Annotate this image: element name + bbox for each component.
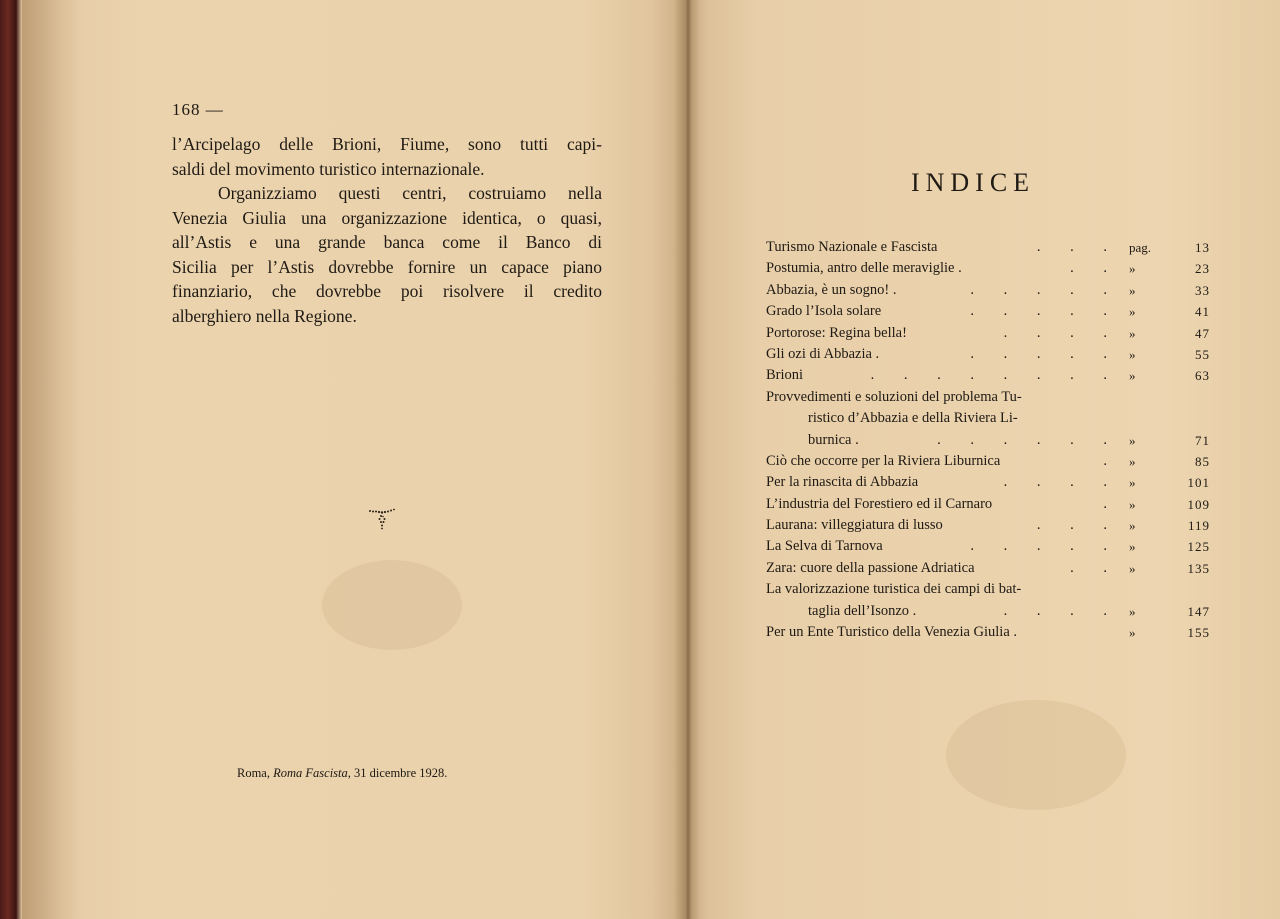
- toc-page-number: 41: [1195, 304, 1210, 320]
- toc-leader-dots: .: [1103, 495, 1120, 512]
- toc-entry: [766, 301, 1216, 322]
- toc-entry: [766, 515, 1216, 536]
- toc-entry-title: Ciò che occorre per la Riviera Liburnica: [766, 452, 1001, 469]
- toc-entry: [766, 344, 1216, 365]
- toc-page-number: 155: [1187, 625, 1210, 641]
- body-line: Organizziamo questi centri, costruiamo nella: [218, 183, 602, 203]
- toc-entry-title: Postumia, antro delle meraviglie .: [766, 260, 962, 277]
- toc-leader-dots: . . . .: [1003, 324, 1120, 341]
- toc-page-number: 101: [1187, 475, 1210, 491]
- toc-entry: [766, 558, 1216, 579]
- toc-leader-dots: . . . . .: [970, 538, 1120, 555]
- toc-leader-dots: . . .: [1036, 517, 1120, 534]
- toc-entry: [766, 280, 1216, 301]
- toc-entry-title: burnica .: [808, 431, 859, 448]
- toc-page-marker: »: [1129, 539, 1136, 555]
- toc-page-marker: »: [1129, 560, 1136, 576]
- paper-stain: [946, 700, 1126, 810]
- page-number: 168 —: [172, 100, 224, 119]
- ornament-icon: [367, 503, 397, 533]
- body-line: all’Astis e una grande banca come il Banco di: [172, 232, 602, 252]
- left-page: [22, 0, 686, 919]
- toc-entry-title: Abbazia, è un sogno! .: [766, 281, 897, 298]
- toc-entry: [766, 258, 1216, 279]
- toc-page-number: 71: [1195, 432, 1210, 448]
- toc-page-number: 63: [1195, 368, 1210, 384]
- toc-entry-title: La valorizzazione turistica dei campi di bat-: [766, 581, 1022, 598]
- toc-page-marker: pag.: [1129, 240, 1152, 255]
- book-gutter: [674, 0, 700, 919]
- toc-page-number: 47: [1195, 325, 1210, 341]
- toc-page-number: 23: [1195, 261, 1210, 277]
- table-of-contents: [766, 237, 1216, 643]
- toc-entry-title: Grado l’Isola solare: [766, 303, 882, 320]
- colophon: [237, 766, 447, 781]
- toc-page-marker: »: [1129, 261, 1136, 277]
- toc-page-number: 125: [1187, 539, 1210, 555]
- toc-leader-dots: . . . . .: [970, 281, 1120, 298]
- toc-entry: [766, 472, 1216, 493]
- toc-entry-title: La Selva di Tarnova: [766, 538, 883, 555]
- toc-entry-title: Laurana: villeggiatura di lusso: [766, 517, 943, 534]
- body-line: l’Arcipelago delle Brioni, Fiume, sono tutti capi-: [172, 134, 602, 154]
- toc-leader-dots: . . . .: [1003, 602, 1120, 619]
- page-edge-shadow: [22, 0, 82, 919]
- toc-page-number: 13: [1195, 240, 1210, 255]
- toc-entry-title: Gli ozi di Abbazia .: [766, 345, 880, 362]
- toc-entry: [766, 622, 1216, 643]
- toc-entry: [766, 365, 1216, 386]
- toc-leader-dots: . .: [1070, 260, 1120, 277]
- toc-page-marker: »: [1129, 346, 1136, 362]
- toc-entry: [766, 237, 1216, 258]
- body-line: alberghiero nella Regione.: [172, 305, 357, 326]
- toc-entry: [766, 601, 1216, 622]
- toc-leader-dots: . . . . .: [970, 345, 1120, 362]
- toc-entry-title: Zara: cuore della passione Adriatica: [766, 559, 975, 576]
- toc-entry-title: Portorose: Regina bella!: [766, 324, 907, 341]
- toc-page-number: 33: [1195, 282, 1210, 298]
- toc-leader-dots: . .: [1070, 559, 1120, 576]
- toc-entry: [766, 579, 1216, 600]
- body-line: Sicilia per l’Astis dovrebbe fornire un capace piano: [172, 256, 602, 277]
- body-line: Venezia Giulia una organizzazione identica, o quasi,: [172, 207, 602, 228]
- book-spread: [22, 0, 1280, 919]
- toc-entry: [766, 494, 1216, 515]
- colophon-place: Roma,: [237, 766, 270, 780]
- body-line: saldi del movimento turistico internazionale.: [172, 158, 485, 179]
- right-page: [686, 0, 1280, 919]
- toc-page-marker: »: [1129, 625, 1136, 641]
- index-heading: INDICE: [910, 168, 1036, 197]
- toc-leader-dots: .: [1103, 452, 1120, 469]
- toc-page-marker: »: [1129, 603, 1136, 619]
- toc-page-number: 109: [1187, 496, 1210, 512]
- toc-leader-dots: . . . . . . . .: [870, 367, 1120, 384]
- toc-page-marker: »: [1129, 496, 1136, 512]
- toc-entry-title: L’industria del Forestiero ed il Carnaro: [766, 495, 993, 512]
- toc-entry: [766, 387, 1216, 408]
- toc-entry: [766, 408, 1216, 429]
- toc-entry-title: ristico d’Abbazia e della Riviera Li-: [808, 410, 1018, 427]
- toc-entry-title: Brioni: [766, 367, 804, 384]
- toc-entry-title: taglia dell’Isonzo .: [808, 602, 917, 619]
- toc-entry-title: Provvedimenti e soluzioni del problema Tu-: [766, 388, 1022, 405]
- toc-entry-title: Per la rinascita di Abbazia: [766, 474, 919, 491]
- body-text: [172, 132, 602, 328]
- toc-page-number: 135: [1187, 560, 1210, 576]
- toc-entry: [766, 323, 1216, 344]
- toc-leader-dots: . . . . .: [970, 303, 1120, 320]
- colophon-date: 31 dicembre 1928.: [354, 766, 448, 780]
- toc-leader-dots: . . .: [1036, 239, 1120, 255]
- toc-page-marker: »: [1129, 368, 1136, 384]
- toc-page-number: 55: [1195, 346, 1210, 362]
- toc-entry-title: Turismo Nazionale e Fascista: [766, 239, 938, 255]
- toc-page-marker: »: [1129, 282, 1136, 298]
- paper-stain: [322, 560, 462, 650]
- toc-entry: [766, 430, 1216, 451]
- colophon-publication: Roma Fascista,: [273, 766, 351, 780]
- toc-page-marker: »: [1129, 475, 1136, 491]
- toc-page-marker: »: [1129, 518, 1136, 534]
- body-line: finanziario, che dovrebbe poi risolvere il credito: [172, 281, 602, 301]
- toc-page-marker: »: [1129, 453, 1136, 469]
- toc-entry: [766, 536, 1216, 557]
- toc-page-marker: »: [1129, 432, 1136, 448]
- toc-page-marker: »: [1129, 325, 1136, 341]
- toc-page-number: 119: [1187, 518, 1210, 534]
- toc-entry: [766, 451, 1216, 472]
- toc-leader-dots: . . . . . .: [937, 431, 1120, 448]
- toc-page-number: 147: [1187, 603, 1210, 619]
- toc-page-marker: »: [1129, 304, 1136, 320]
- toc-page-number: 85: [1195, 453, 1210, 469]
- toc-leader-dots: . . . .: [1003, 474, 1120, 491]
- toc-entry-title: Per un Ente Turistico della Venezia Giulia .: [766, 624, 1018, 641]
